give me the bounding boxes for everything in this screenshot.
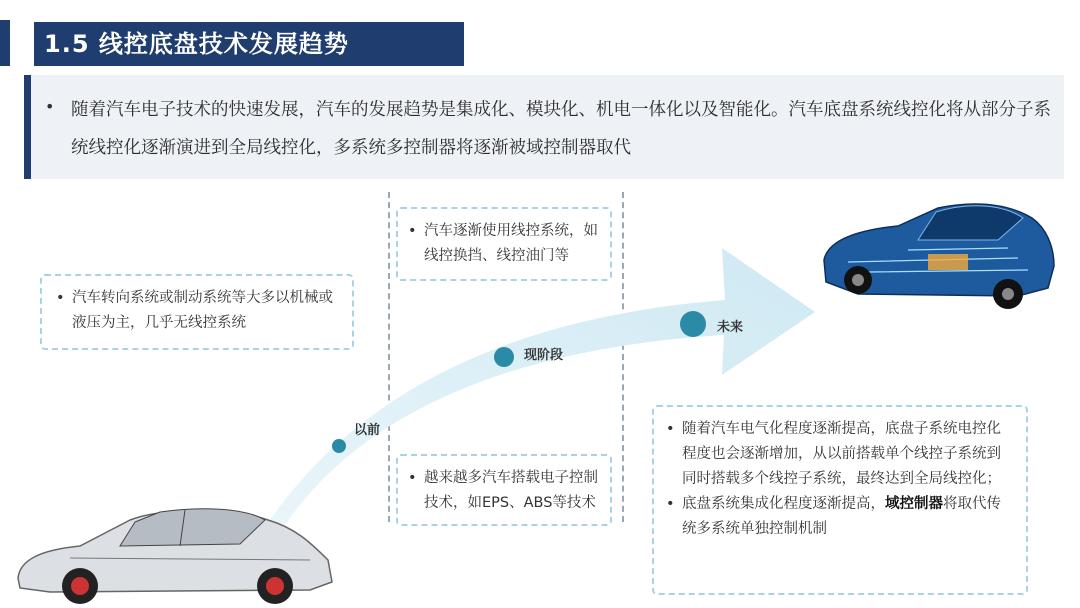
present-bottom-description: 越来越多汽车搭载电子控制技术，如EPS、ABS等技术 [424, 470, 598, 511]
past-description-box [40, 274, 354, 350]
bullet-icon: • [408, 470, 417, 486]
present-top-box [396, 207, 612, 281]
past-description: 汽车转向系统或制动系统等大多以机械或液压为主，几乎无线控系统 [72, 290, 333, 331]
car-xray-illustration [10, 498, 340, 604]
future-item-1: 随着汽车电气化程度逐渐提高，底盘子系统电控化程度也会逐渐增加，从以前搭载单个线控子系统到同时搭载多个线控子系统，最终达到全局线控化； [682, 421, 1001, 487]
bullet-icon: • [56, 290, 65, 306]
stage-dot-future [680, 311, 706, 337]
future-item-2: 底盘系统集成化程度逐渐提高，域控制器将取代传统多系统单独控制机制 [682, 496, 1001, 537]
future-description-box [652, 405, 1028, 595]
domain-controller-highlight: 域控制器 [885, 496, 943, 512]
present-bottom-box [396, 454, 612, 526]
car-electronic-illustration [818, 200, 1058, 320]
bullet-icon: • [666, 496, 675, 512]
bullet-icon: • [408, 223, 417, 239]
stage-label-future: 未来 [717, 320, 744, 335]
bullet-icon: • [45, 97, 55, 116]
summary-text: 随着汽车电子技术的快速发展，汽车的发展趋势是集成化、模块化、机电一体化以及智能化。汽车底盘系统线控化将从部分子系统线控化逐渐演进到全局线控化，多系统多控制器将逐渐被域控制器取代 [71, 100, 1051, 158]
stage-label-present: 现阶段 [524, 348, 564, 363]
slide-title: 1.5 线控底盘技术发展趋势 [34, 22, 464, 66]
stage-dot-present [494, 347, 514, 367]
stage-dot-past [332, 439, 346, 453]
stage-label-past: 以前 [354, 423, 381, 438]
present-top-description: 汽车逐渐使用线控系统，如线控换挡、线控油门等 [424, 223, 598, 264]
bullet-icon: • [666, 421, 675, 437]
